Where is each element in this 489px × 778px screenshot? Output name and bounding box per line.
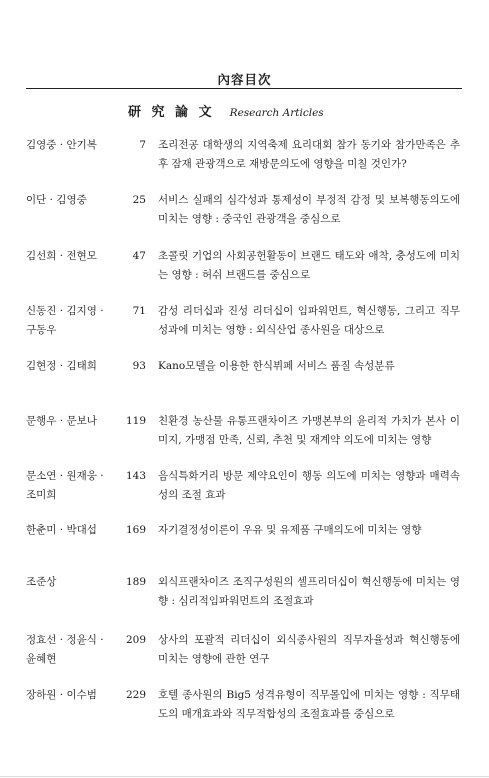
entry-page-number: 143 <box>125 470 146 482</box>
header-rule <box>26 88 462 89</box>
entry-title: 상사의 포괄적 리더십이 외식종사원의 직무자율성과 혁신행동에 미치는 영향에 관한 연구 <box>158 634 460 665</box>
entry-title: 조리전공 대학생의 지역축제 요리대회 참가 동기와 참가만족은 추후 잠재 관광객으로 재방문의도에 영향을 미칠 것인가? <box>158 139 460 170</box>
section-title-english: Research Articles <box>229 107 324 119</box>
entry-page-number: 7 <box>139 139 146 151</box>
entry-page-number: 47 <box>132 250 146 262</box>
entry-title: 친환경 농산물 유통프랜차이즈 가맹본부의 윤리적 가치가 본사 이미지, 가맹점 만족, 신뢰, 추천 및 재계약 의도에 미치는 영향 <box>158 415 460 446</box>
entry-authors: 이단 · 김영중 <box>26 194 87 206</box>
entry-title: Kano모델을 이용한 한식뷔페 서비스 품질 속성분류 <box>158 360 395 372</box>
section-title-korean: 研 究 論 文 <box>128 105 215 120</box>
entry-title: 외식프랜차이즈 조직구성원의 셀프리더십이 혁신행동에 미치는 영향 : 심리적임파워먼트의 조절효과 <box>158 576 460 607</box>
section-heading <box>128 101 324 120</box>
entry-authors: 김선희 · 전현모 <box>26 250 97 262</box>
entry-authors: 조준상 <box>26 576 57 588</box>
entry-title: 호텔 종사원의 Big5 성격유형이 직무몰입에 미치는 영향 : 직무태도의 매개효과와 직무적합성의 조절효과를 중심으로 <box>158 689 460 720</box>
entry-page-number: 119 <box>125 415 146 427</box>
entry-page-number: 71 <box>132 305 146 317</box>
entry-page-number: 229 <box>125 689 146 701</box>
entry-page-number: 189 <box>125 576 146 588</box>
entry-authors: 장하원 · 이수범 <box>26 689 97 701</box>
page-bottom-edge <box>0 776 489 777</box>
entry-title: 음식특화거리 방문 제약요인이 행동 의도에 미치는 영향과 매력속성의 조절 효과 <box>158 470 460 501</box>
entry-page-number: 169 <box>125 524 146 536</box>
entry-title: 감성 리더십과 진성 리더십이 임파워먼트, 혁신행동, 그리고 직무성과에 미치는 영향 : 외식산업 종사원을 대상으로 <box>158 305 460 336</box>
entry-title: 서비스 실패의 심각성과 통제성이 부정적 감정 및 보복행동의도에 미치는 영향 : 중국인 관광객을 중심으로 <box>158 194 460 225</box>
entry-title: 자기결정성이론이 우유 및 유제품 구매의도에 미치는 영향 <box>158 524 422 536</box>
page-title: 內容目次 <box>217 72 272 87</box>
entry-page-number: 209 <box>125 634 146 646</box>
entry-authors: 문소연 · 원재웅 · 조미희 <box>26 470 104 501</box>
entry-page-number: 93 <box>132 360 146 372</box>
entry-authors: 정효선 · 정윤식 · 윤혜현 <box>26 634 104 665</box>
entry-title: 초콜릿 기업의 사회공헌활동이 브랜드 태도와 애착, 충성도에 미치는 영향 : 허쉬 브랜드를 중심으로 <box>158 250 460 281</box>
entry-authors: 김현정 · 김태희 <box>26 360 97 372</box>
entry-authors: 신동진 · 김지영 · 구동우 <box>26 305 104 336</box>
entry-page-number: 25 <box>132 194 146 206</box>
entry-authors: 문행우 · 문보나 <box>26 415 97 427</box>
entry-authors: 한춘미 · 박대섭 <box>26 524 97 536</box>
entry-authors: 김영중 · 안기복 <box>26 139 97 151</box>
